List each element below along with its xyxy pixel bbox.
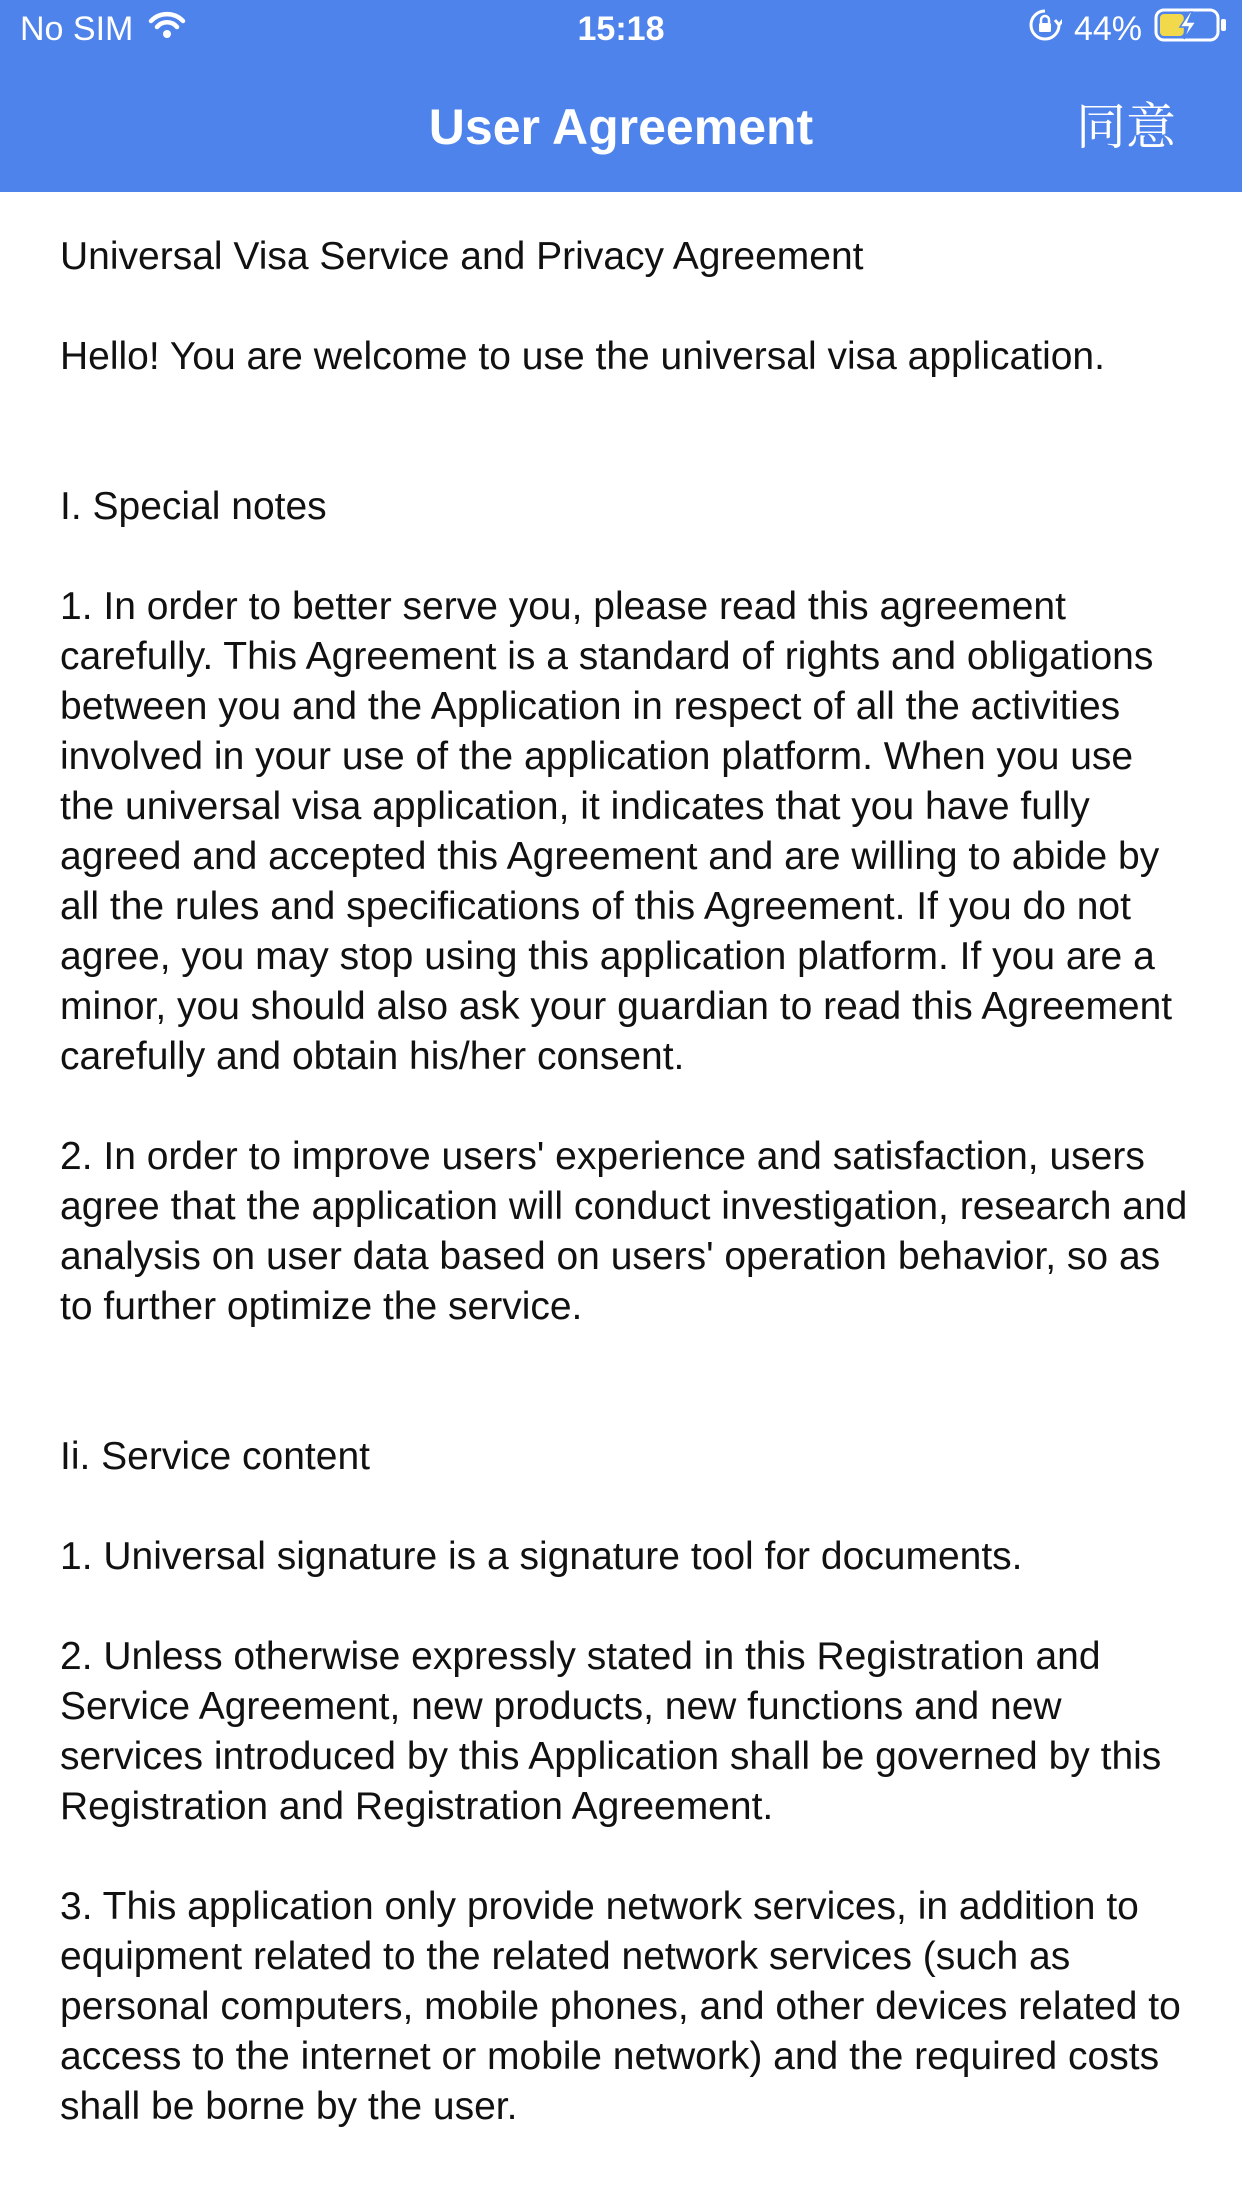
navigation-bar: [0, 62, 1242, 192]
status-left: [20, 10, 187, 49]
agree-button[interactable]: 同意: [1072, 94, 1180, 160]
agreement-content: [60, 232, 1190, 2132]
orientation-lock-icon: [1028, 8, 1062, 51]
section-title-special-notes: I. Special notes: [60, 485, 327, 528]
section-title-service-content: Ii. Service content: [60, 1435, 370, 1478]
special-notes-item-1: 1. In order to better serve you, please read this agreement carefully. This Agreement is a standard of rights and obligations between you and the Application in respect of all the activities involved in your use of the application platform. When you use the universal visa application, it indicates that you have fully agreed and accepted this Agreement and are willing to abide by all the rules and specifications of this Agreement. If you do not agree, you may stop using this application platform. If you are a minor, you should also ask your guardian to read this Agreement carefully and obtain his/her consent.: [60, 585, 1173, 1078]
status-right: [1028, 8, 1228, 51]
service-content-item-2: 2. Unless otherwise expressly stated in this Registration and Service Agreement, new products, new functions and new services introduced by this Application shall be governed by this Registration and Registration Agreement.: [60, 1635, 1162, 1828]
agreement-heading: Universal Visa Service and Privacy Agreement: [60, 235, 864, 278]
clock: 15:18: [577, 10, 665, 48]
battery-icon: [1154, 8, 1228, 51]
header: [0, 0, 1242, 192]
wifi-icon: [147, 10, 187, 49]
carrier-label: No SIM: [20, 10, 134, 48]
battery-percent: 44%: [1073, 10, 1142, 48]
page-title: User Agreement: [428, 99, 814, 155]
service-content-item-3: 3. This application only provide network services, in addition to equipment related to the related network services (such as personal computers, mobile phones, and other devices related to access to the internet or mobile network) and the required costs shall be borne by the user.: [60, 1885, 1181, 2128]
service-content-item-1: 1. Universal signature is a signature tool for documents.: [60, 1535, 1023, 1578]
status-bar: [0, 0, 1242, 62]
special-notes-item-2: 2. In order to improve users' experience and satisfaction, users agree that the application will conduct investigation, research and analysis on user data based on users' operation behavior, so as to further optimize the service.: [60, 1135, 1188, 1328]
agreement-intro: Hello! You are welcome to use the universal visa application.: [60, 335, 1105, 378]
